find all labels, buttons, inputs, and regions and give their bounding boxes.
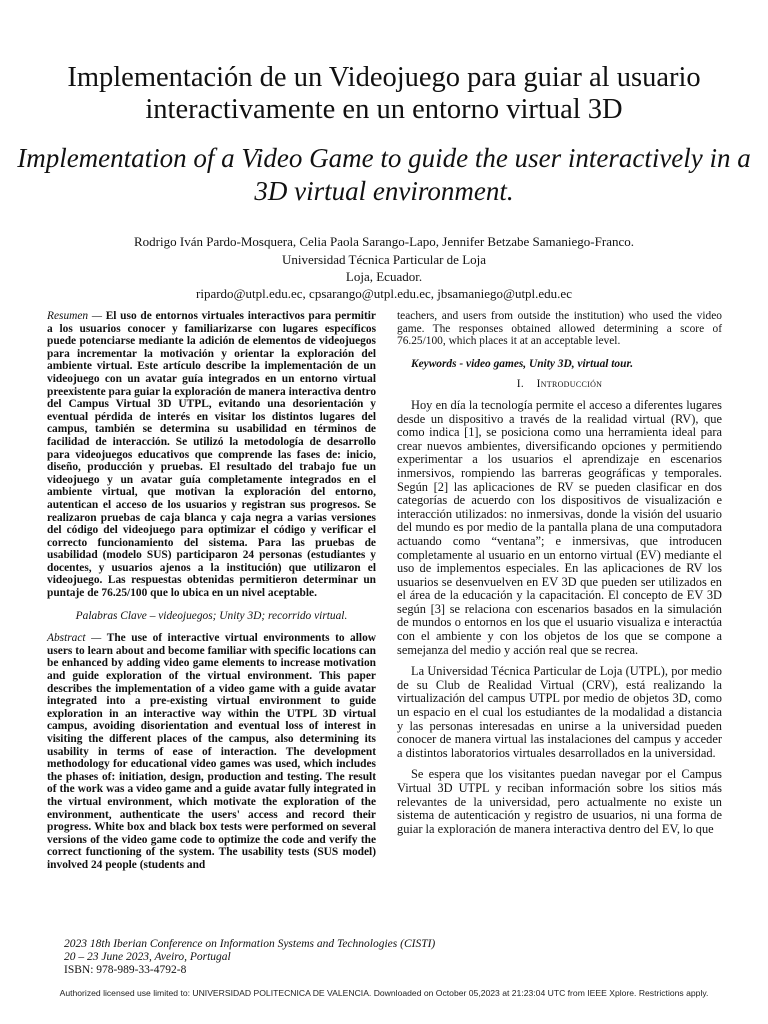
abstract [47,632,376,871]
affiliation-city: Loja, Ecuador. [345,269,423,284]
section-number: I. [516,378,525,391]
resumen-label: Resumen — [47,310,102,322]
abstract-continued: teachers, and users from outside the institution) who used the video game. The responses obtained allowed determining a score of 76.25/100, which places it at an acceptable level. [397,310,722,348]
authors: Rodrigo Iván Pardo-Mosquera, Celia Paola Sarango-Lapo, Jennifer Betzabe Samaniego-Franco. [134,234,634,249]
footer-dates: 20 – 23 June 2023, Aveiro, Portugal [64,951,231,963]
resumen [47,310,376,600]
palabras-clave: Palabras Clave – videojuegos; Unity 3D; recorrido virtual. [75,609,348,622]
affiliation-university: Universidad Técnica Particular de Loja [281,252,487,267]
paragraph-3: Se espera que los visitantes puedan navegar por el Campus Virtual 3D UTPL y reciban información sobre los sitios más relevantes de la universidad, pero actualmente no existe un sistema de autenticación y registro de usuarios, ni una forma de guiar la exploración de manera interactiva dentro del EV, lo que [397,767,722,836]
footer-conference: 2023 18th Iberian Conference on Information Systems and Technologies (CISTI) [64,938,436,950]
conference-footer [64,938,435,977]
title-english: Implementation of a Video Game to guide the user interactively in a 3D virtual environment. [17,143,751,206]
section-heading [397,378,722,391]
title-spanish: Implementación de un Videojuego para guiar al usuario interactivamente en un entorno virtual 3D [67,62,701,125]
right-column [397,310,722,844]
keywords: Keywords - video games, Unity 3D, virtual tour. [411,357,634,370]
abstract-label: Abstract — [47,632,102,645]
paragraph-2: La Universidad Técnica Particular de Loja (UTPL), por medio de su Club de Realidad Virtual (CRV), está realizando la virtualización del campus UTPL por medio de objetos 3D, como un espacio en el cual los estudiantes de la modalidad a distancia y las personas interesadas en unirse a la universidad pueden conocer de manera virtual las instalaciones del campus y acceder a distintos laboratorios virtuales desarrollados en la universidad. [397,664,722,760]
resumen-text: El uso de entornos virtuales interactivos para permitir a los usuarios conocer y familiarizarse con lugares específicos puede potenciarse mediante la adición de elementos de videojuegos para incrementar la motivación y orientar la exploración del ambiente virtual. Este artículo describe la implementación de un videojuego con un avatar guía integrados en un entorno virtual preexistente para guiar la exploración de manera interactiva dentro del Campus Virtual 3D UTPL, evitando una desorientación y eventual pérdida de interés en visitar los distintos lugares del campus, también se determina su usabilidad en términos de facilidad de interacción. Se utilizó la metodología de desarrollo para videojuegos educativos que comprende las fases de: inicio, diseño, producción y pruebas. El resultado del trabajo fue un videojuego y un avatar guía completamente integrados en el ambiente virtual, que motivan la exploración del entorno, autentican el acceso de los usuarios y registran sus progresos. Se realizaron pruebas de caja blanca y caja negra a varias versiones del código del videojuego para optimizar el código y verificar el correcto funcionamiento del sistema. Para las pruebas de usabilidad (modelo SUS) participaron 24 personas (estudiantes y docentes, y usuarios ajenos a la institución) que utilizaron el videojuego. Las respuestas obtenidas permitieron determinar un puntaje de 76.25/100 que lo ubica en un nivel aceptable. [47,310,377,600]
footer-isbn: ISBN: 978-989-33-4792-8 [64,964,187,976]
abstract-text: The use of interactive virtual environments to allow users to learn about and become familiar with specific locations can be enhanced by adding video game elements to increase motivation and guide exploration of the virtual environment. This paper describes the implementation of a video game with a guide avatar integrated into a pre-existing virtual environment to guide exploration in an interactive way within the UTPL 3D virtual campus, avoiding disorientation and eventual loss of interest in visiting the different places of the campus, also determining its usability in terms of ease of interaction. The development methodology for educational video games was used, which includes the phases of: initiation, design, production and testing. The result of the work was a video game and a guide avatar fully integrated in the virtual environment, which motivate the exploration of the environment, authenticate the users' access and record their progress. White box and black box tests were performed on several versions of the video game code to optimize the code and verify the correct functioning of the system. The usability tests (SUS model) involved 24 people (students and [47,632,377,871]
left-column [47,310,376,882]
affiliation [0,252,768,303]
section-title: Introducción [536,378,603,391]
paragraph-1: Hoy en día la tecnología permite el acceso a diferentes lugares desde un dispositivo a través de la realidad virtual (RV), que como indica [1], se posiciona como una herramienta ideal para crear nuevos ambientes, diversificando opciones y permitiendo experimentar a los usuarios el aprendizaje en escenarios inmersivos, rompiendo las barreras geográficas y temporales. Según [2] las aplicaciones de RV se pueden clasificar en dos categorías de acuerdo con los dispositivos de visualización e interacción utilizados: no inmersivas, donde la visión del usuario del mundo es por medio de la pantalla plana de una computadora actuando como “ventana”; e inmersivas, que introducen completamente al usuario en un entorno virtual (EV) mediante el uso de implementos especiales. En las aplicaciones de RV los usuarios se desenvuelven en EV 3D que pueden ser utilizados en el área de la educación y la capacitación. El concepto de EV 3D según [3] se relaciona con escenarios basados en la simulación de mundos o entornos en los que el usuario visualiza e interactúa con el ambiente y con los objetos de los que se compone a semejanza del medio y acción real que se recrea. [397,397,722,657]
license-note: Authorized licensed use limited to: UNIVERSIDAD POLITECNICA DE VALENCIA. Downloaded on October 05,2023 at 21:23:04 UTC from IEEE Xplore. Restrictions apply. [59,988,709,998]
affiliation-emails: ripardo@utpl.edu.ec, cpsarango@utpl.edu.ec, jbsamaniego@utpl.edu.ec [196,286,572,301]
